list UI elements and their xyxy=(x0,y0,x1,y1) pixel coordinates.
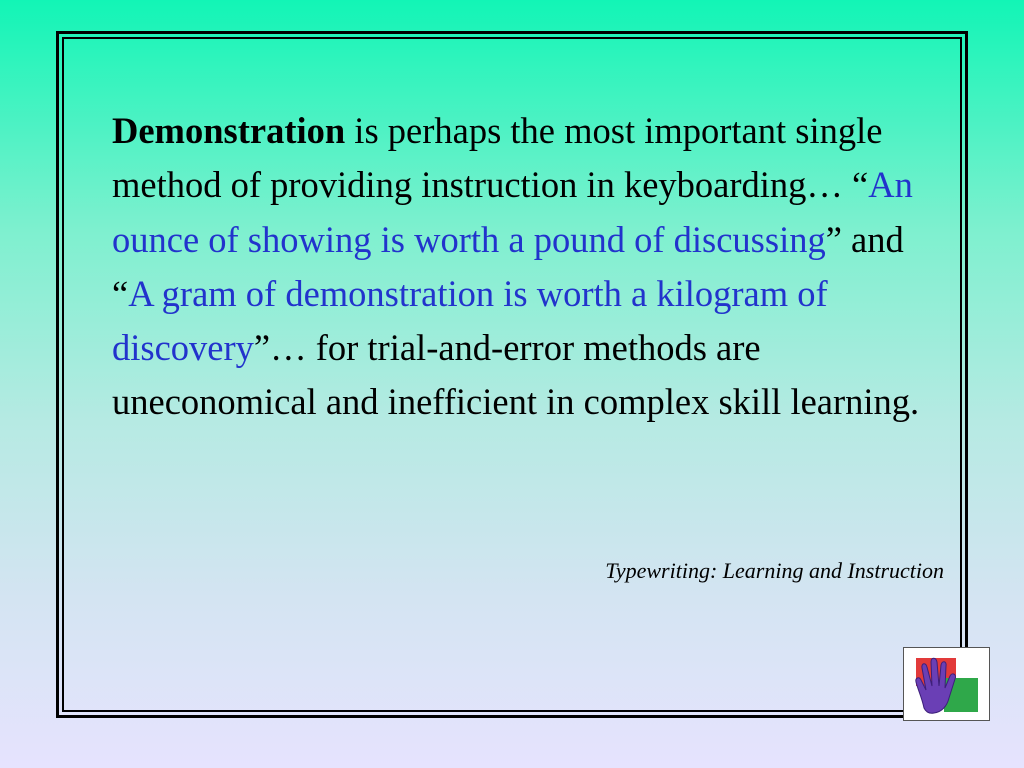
body-text-segment-3: ”… for trial-and-error methods are uneconomical and inefficient in complex skill learning. xyxy=(112,327,920,423)
quote-2: A gram of demonstration is worth a kilogram of discovery xyxy=(112,272,828,369)
body-paragraph xyxy=(112,104,942,430)
hand-icon xyxy=(904,648,989,720)
body-text-segment-2: ” and “ xyxy=(112,218,904,314)
logo xyxy=(903,647,990,721)
body-text-segment-1: is perhaps the most important single method of providing instruction in keyboarding… “ xyxy=(112,110,883,206)
lead-bold-term: Demonstration xyxy=(112,110,346,151)
quote-1: An ounce of showing is worth a pound of discussing xyxy=(112,164,913,260)
citation: Typewriting: Learning and Instruction xyxy=(605,558,944,583)
